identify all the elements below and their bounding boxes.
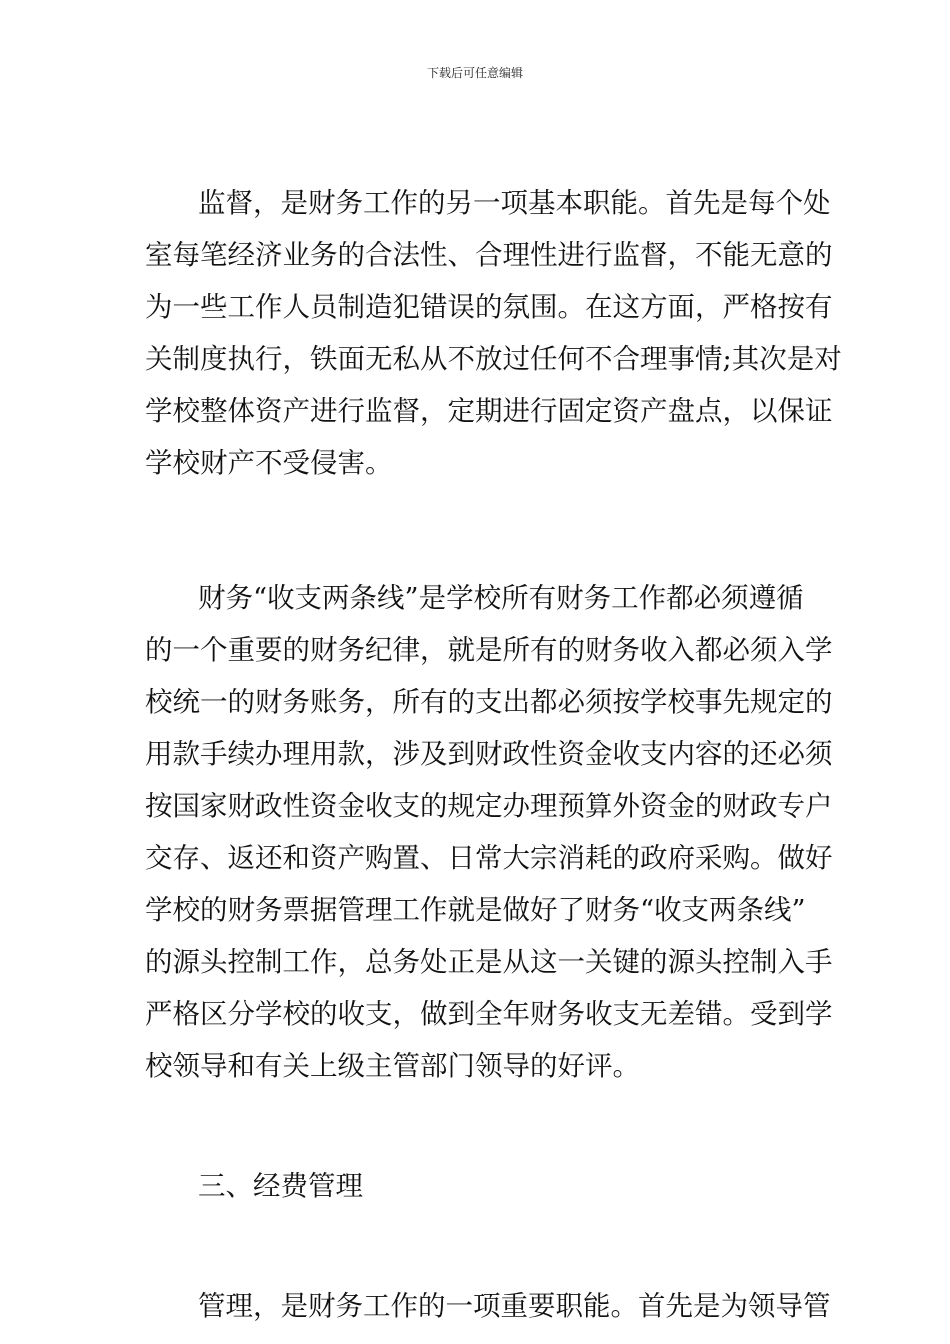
- paragraph-line: 交存、返还和资产购置、日常大宗消耗的政府采购。做好: [145, 842, 833, 874]
- paragraph-line: 的一个重要的财务纪律，就是所有的财务收入都必须入学: [145, 634, 833, 666]
- paragraph-line: 学校整体资产进行监督，定期进行固定资产盘点，以保证: [145, 395, 833, 427]
- paragraph-line: 校统一的财务账务，所有的支出都必须按学校事先规定的: [145, 686, 833, 718]
- paragraph-line: 的源头控制工作，总务处正是从这一关键的源头控制入手: [145, 946, 833, 978]
- paragraph-line: 学校的财务票据管理工作就是做好了财务“收支两条线”: [145, 894, 806, 926]
- paragraph-spacer: [145, 1212, 807, 1280]
- section-heading: 三、经费管理: [198, 1170, 363, 1202]
- paragraph-supervision: [145, 177, 842, 489]
- paragraph-spacer: [145, 1092, 807, 1160]
- paragraph-line: 室每笔经济业务的合法性、合理性进行监督，不能无意的: [145, 239, 833, 271]
- paragraph-line: 为一些工作人员制造犯错误的氛围。在这方面，严格按有: [145, 291, 833, 323]
- paragraph-line: 校领导和有关上级主管部门领导的好评。: [145, 1050, 640, 1082]
- paragraph-line: 财务“收支两条线”是学校所有财务工作都必须遵循: [198, 582, 804, 614]
- paragraph-two-lines: [145, 572, 833, 1092]
- paragraph-line: 学校财产不受侵害。: [145, 447, 393, 479]
- paragraph-line: 监督，是财务工作的另一项基本职能。首先是每个处: [198, 187, 831, 219]
- paragraph-management: [145, 1280, 831, 1332]
- paragraph-line: 管理，是财务工作的一项重要职能。首先是为领导管: [198, 1290, 831, 1322]
- paragraph-line: 按国家财政性资金收支的规定办理预算外资金的财政专户: [145, 790, 833, 822]
- paragraph-line: 严格区分学校的收支，做到全年财务收支无差错。受到学: [145, 998, 833, 1030]
- paragraph-line: 用款手续办理用款，涉及到财政性资金收支内容的还必须: [145, 738, 833, 770]
- paragraph-spacer: [145, 489, 807, 572]
- page-header: 下载后可任意编辑: [426, 66, 523, 80]
- document-body: [145, 177, 842, 1332]
- paragraph-line: 关制度执行，铁面无私从不放过任何不合理事情;其次是对: [145, 343, 842, 375]
